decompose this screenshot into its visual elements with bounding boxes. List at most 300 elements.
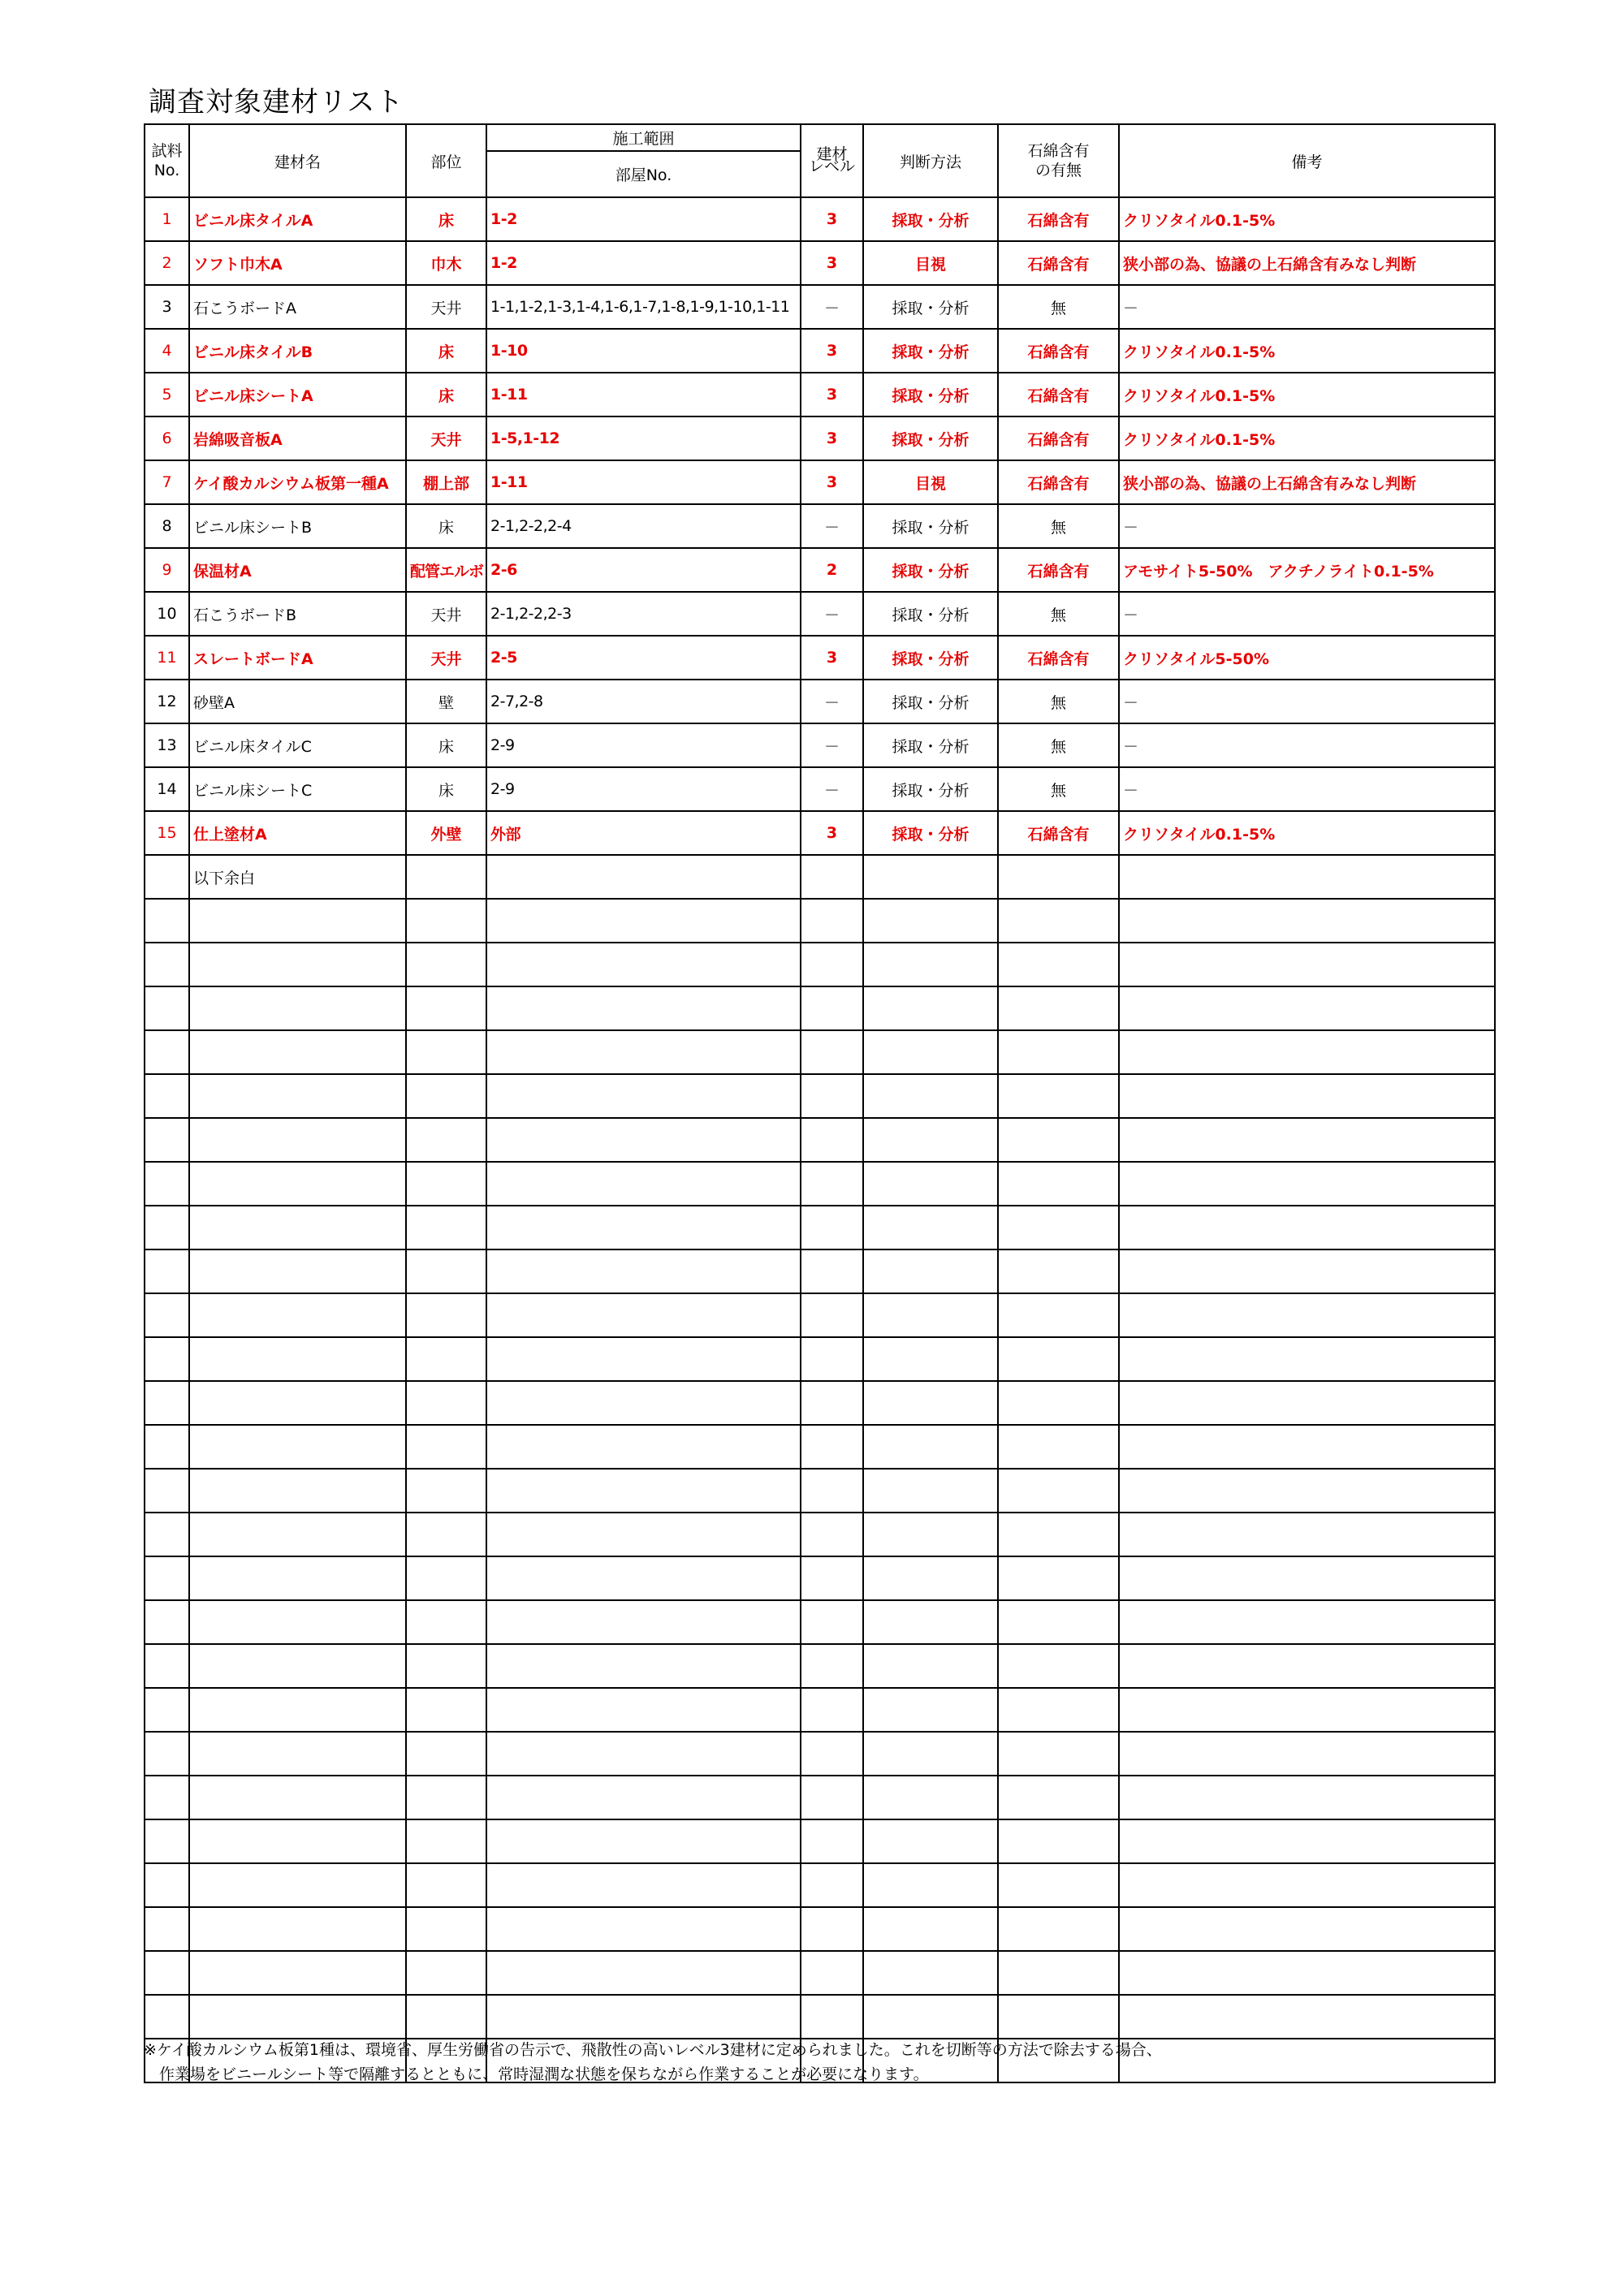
level-cell [801,1074,863,1118]
location-cell: 巾木 [406,241,486,285]
location-cell [406,1074,486,1118]
method-cell [863,1556,998,1600]
sample-no-cell [145,1863,189,1907]
location-cell: 床 [406,723,486,767]
material-name-cell [189,1951,406,1995]
room-no-cell: 2-5 [486,636,801,680]
method-cell: 採取・分析 [863,592,998,636]
room-no-cell [486,1556,801,1600]
method-cell: 目視 [863,460,998,504]
room-no-cell [486,855,801,899]
remarks-cell [1119,1074,1495,1118]
material-name-cell [189,1425,406,1469]
room-no-cell [486,1513,801,1556]
table-row [145,636,1495,680]
location-cell: 床 [406,373,486,416]
room-no-cell [486,1469,801,1513]
level-cell [801,1030,863,1074]
location-cell [406,1732,486,1776]
room-no-cell [486,1776,801,1819]
method-cell [863,855,998,899]
location-cell [406,943,486,986]
table-row [145,1337,1495,1381]
table-row [145,416,1495,460]
table-row [145,1249,1495,1293]
asbestos-cell: 石綿含有 [998,241,1119,285]
table-row [145,1469,1495,1513]
remarks-cell: － [1119,504,1495,548]
asbestos-cell: 無 [998,285,1119,329]
location-cell [406,1600,486,1644]
room-no-cell: 2-9 [486,723,801,767]
sample-no-cell [145,1907,189,1951]
method-cell [863,1206,998,1249]
sample-no-cell: 3 [145,285,189,329]
level-cell: － [801,592,863,636]
material-name-cell: 保温材A [189,548,406,592]
asbestos-cell [998,1249,1119,1293]
asbestos-cell [998,899,1119,943]
material-name-cell [189,1206,406,1249]
sample-no-cell [145,1206,189,1249]
sample-no-cell [145,1249,189,1293]
room-no-cell [486,1337,801,1381]
sample-no-cell: 9 [145,548,189,592]
material-name-cell [189,1776,406,1819]
remarks-cell [1119,855,1495,899]
level-cell [801,1863,863,1907]
sample-no-cell [145,1556,189,1600]
method-cell [863,1030,998,1074]
sample-no-cell: 11 [145,636,189,680]
material-name-cell [189,1118,406,1162]
level-cell [801,986,863,1030]
level-cell [801,1732,863,1776]
method-cell [863,1469,998,1513]
sample-no-cell [145,1337,189,1381]
table-row [145,548,1495,592]
table-row [145,1688,1495,1732]
room-no-cell: 1-2 [486,241,801,285]
table-row [145,592,1495,636]
table-row [145,1644,1495,1688]
room-no-cell: 1-11 [486,373,801,416]
room-no-cell [486,1162,801,1206]
method-cell: 目視 [863,241,998,285]
level-cell: 3 [801,197,863,241]
room-no-cell: 2-1,2-2,2-3 [486,592,801,636]
material-name-cell: 石こうボードA [189,285,406,329]
sample-no-cell [145,986,189,1030]
level-cell [801,1425,863,1469]
table-row [145,1293,1495,1337]
material-name-cell [189,1644,406,1688]
remarks-cell [1119,1776,1495,1819]
asbestos-cell [998,943,1119,986]
header-scope-group: 施工範囲 [486,124,801,151]
location-cell: 天井 [406,592,486,636]
header-sample-no: 試料 No. [145,124,189,197]
footnote: ※ケイ酸カルシウム板第1種は、環境省、厚生労働省の告示で、飛散性の高いレベル3建材に定められました。これを切断等の方法で除去する場合、 作業場をビニールシート等で隔離するとともに、常時湿潤な状態を保ちながら作業することが必要になります。 [144,2041,1162,2083]
level-cell: － [801,723,863,767]
remarks-cell: クリソタイル0.1-5% [1119,416,1495,460]
location-cell [406,1513,486,1556]
sample-no-cell [145,943,189,986]
material-name-cell [189,1249,406,1293]
level-cell [801,1951,863,1995]
method-cell [863,1907,998,1951]
material-name-cell: 砂壁A [189,680,406,723]
method-cell [863,1074,998,1118]
location-cell [406,1819,486,1863]
asbestos-cell: 石綿含有 [998,811,1119,855]
level-cell: 2 [801,548,863,592]
method-cell [863,1951,998,1995]
level-cell [801,1819,863,1863]
location-cell: 天井 [406,285,486,329]
material-name-cell [189,1863,406,1907]
method-cell: 採取・分析 [863,329,998,373]
method-cell: 採取・分析 [863,197,998,241]
sample-no-cell [145,1162,189,1206]
room-no-cell [486,1381,801,1425]
method-cell: 採取・分析 [863,548,998,592]
material-name-cell: ビニル床タイルB [189,329,406,373]
remarks-cell [1119,1206,1495,1249]
room-no-cell [486,986,801,1030]
sample-no-cell [145,1951,189,1995]
table-row [145,1118,1495,1162]
room-no-cell: 1-10 [486,329,801,373]
location-cell [406,1469,486,1513]
method-cell [863,986,998,1030]
remarks-cell: － [1119,723,1495,767]
room-no-cell [486,1600,801,1644]
asbestos-cell [998,1907,1119,1951]
material-name-cell: ビニル床タイルC [189,723,406,767]
room-no-cell [486,1206,801,1249]
remarks-cell: － [1119,285,1495,329]
table-row [145,986,1495,1030]
sample-no-cell [145,1425,189,1469]
location-cell [406,1249,486,1293]
room-no-cell [486,1249,801,1293]
page-title: 調査対象建材リスト [149,86,404,119]
remarks-cell: － [1119,767,1495,811]
location-cell [406,1425,486,1469]
material-name-cell [189,943,406,986]
method-cell: 採取・分析 [863,373,998,416]
material-name-cell: 岩綿吸音板A [189,416,406,460]
remarks-cell [1119,1995,1495,2039]
location-cell [406,1381,486,1425]
location-cell: 床 [406,329,486,373]
sample-no-cell: 15 [145,811,189,855]
sample-no-cell: 12 [145,680,189,723]
asbestos-cell [998,1995,1119,2039]
material-name-cell [189,1381,406,1425]
sample-no-cell [145,1513,189,1556]
method-cell [863,1732,998,1776]
level-cell [801,1206,863,1249]
asbestos-cell [998,1556,1119,1600]
asbestos-cell [998,1951,1119,1995]
asbestos-cell [998,1732,1119,1776]
remarks-cell [1119,1469,1495,1513]
material-name-cell [189,899,406,943]
room-no-cell [486,1644,801,1688]
level-cell [801,1162,863,1206]
header-remarks: 備考 [1119,124,1495,197]
table-row [145,1995,1495,2039]
location-cell: 床 [406,504,486,548]
material-name-cell: ビニル床シートA [189,373,406,416]
location-cell [406,1863,486,1907]
location-cell: 床 [406,767,486,811]
location-cell: 棚上部 [406,460,486,504]
level-cell [801,1995,863,2039]
material-name-cell [189,1293,406,1337]
location-cell [406,1995,486,2039]
remarks-cell [1119,1030,1495,1074]
asbestos-cell: 石綿含有 [998,636,1119,680]
location-cell [406,1951,486,1995]
table-row [145,855,1495,899]
table-row [145,1951,1495,1995]
level-cell [801,1381,863,1425]
asbestos-cell [998,1600,1119,1644]
asbestos-cell [998,1381,1119,1425]
asbestos-cell: 無 [998,504,1119,548]
sample-no-cell: 1 [145,197,189,241]
sample-no-cell: 8 [145,504,189,548]
remarks-cell [1119,1644,1495,1688]
material-name-cell: ソフト巾木A [189,241,406,285]
method-cell [863,1425,998,1469]
location-cell [406,1293,486,1337]
sample-no-cell [145,1030,189,1074]
asbestos-cell: 石綿含有 [998,329,1119,373]
level-cell: 3 [801,460,863,504]
table-row [145,1513,1495,1556]
level-cell [801,1249,863,1293]
asbestos-cell: 無 [998,592,1119,636]
asbestos-cell [998,986,1119,1030]
remarks-cell: － [1119,592,1495,636]
sample-no-cell [145,1074,189,1118]
table-row [145,723,1495,767]
method-cell [863,1600,998,1644]
remarks-cell: クリソタイル5-50% [1119,636,1495,680]
location-cell [406,1688,486,1732]
remarks-cell [1119,1381,1495,1425]
room-no-cell: 2-1,2-2,2-4 [486,504,801,548]
material-name-cell: 石こうボードB [189,592,406,636]
sample-no-cell [145,1381,189,1425]
sample-no-cell [145,855,189,899]
remarks-cell [1119,986,1495,1030]
table-row [145,811,1495,855]
sample-no-cell [145,1732,189,1776]
sample-no-cell [145,1995,189,2039]
table-row [145,1819,1495,1863]
location-cell [406,899,486,943]
table-row [145,1600,1495,1644]
method-cell [863,1513,998,1556]
method-cell [863,1995,998,2039]
level-cell [801,1644,863,1688]
material-name-cell [189,1819,406,1863]
room-no-cell: 1-2 [486,197,801,241]
remarks-cell [1119,1118,1495,1162]
method-cell [863,1249,998,1293]
method-cell [863,1162,998,1206]
room-no-cell: 外部 [486,811,801,855]
asbestos-cell [998,1118,1119,1162]
table-row [145,1863,1495,1907]
remarks-cell [1119,1556,1495,1600]
room-no-cell [486,1688,801,1732]
material-name-cell: 以下余白 [189,855,406,899]
room-no-cell [486,1819,801,1863]
sample-no-cell [145,899,189,943]
method-cell [863,1863,998,1907]
sample-no-cell [145,1819,189,1863]
method-cell [863,943,998,986]
room-no-cell [486,1293,801,1337]
material-name-cell: ビニル床シートC [189,767,406,811]
level-cell: － [801,680,863,723]
method-cell [863,899,998,943]
material-name-cell [189,1732,406,1776]
room-no-cell [486,1951,801,1995]
material-name-cell [189,1469,406,1513]
room-no-cell: 2-9 [486,767,801,811]
level-cell: 3 [801,373,863,416]
asbestos-cell: 石綿含有 [998,548,1119,592]
remarks-cell [1119,1425,1495,1469]
level-cell: 3 [801,329,863,373]
room-no-cell: 1-5,1-12 [486,416,801,460]
room-no-cell [486,1732,801,1776]
room-no-cell [486,899,801,943]
sample-no-cell: 5 [145,373,189,416]
level-cell [801,1907,863,1951]
level-cell [801,943,863,986]
header-level: 建材 レベル [801,124,863,197]
sample-no-cell: 10 [145,592,189,636]
remarks-cell [1119,1819,1495,1863]
table-row [145,241,1495,285]
level-cell: － [801,285,863,329]
sample-no-cell: 6 [145,416,189,460]
remarks-cell [1119,899,1495,943]
asbestos-cell [998,1293,1119,1337]
asbestos-cell: 無 [998,680,1119,723]
remarks-cell: クリソタイル0.1-5% [1119,197,1495,241]
table-row [145,1732,1495,1776]
sample-no-cell: 14 [145,767,189,811]
sample-no-cell [145,1688,189,1732]
table-row [145,767,1495,811]
material-name-cell [189,1907,406,1951]
remarks-cell: アモサイト5-50% アクチノライト0.1-5% [1119,548,1495,592]
location-cell: 天井 [406,416,486,460]
remarks-cell [1119,1732,1495,1776]
method-cell: 採取・分析 [863,504,998,548]
method-cell: 採取・分析 [863,285,998,329]
table-row [145,285,1495,329]
asbestos-cell [998,1030,1119,1074]
material-name-cell [189,1337,406,1381]
method-cell [863,1688,998,1732]
location-cell [406,1907,486,1951]
room-no-cell [486,1995,801,2039]
table-row [145,504,1495,548]
level-cell: 3 [801,241,863,285]
material-name-cell: ビニル床タイルA [189,197,406,241]
room-no-cell [486,1907,801,1951]
room-no-cell [486,1118,801,1162]
method-cell [863,1337,998,1381]
table-row [145,373,1495,416]
room-no-cell: 1-11 [486,460,801,504]
material-name-cell [189,1074,406,1118]
method-cell: 採取・分析 [863,680,998,723]
sample-no-cell [145,1600,189,1644]
material-name-cell [189,1513,406,1556]
remarks-cell: － [1119,680,1495,723]
location-cell [406,1644,486,1688]
location-cell: 天井 [406,636,486,680]
level-cell [801,1600,863,1644]
asbestos-cell [998,1513,1119,1556]
table-row [145,1556,1495,1600]
asbestos-cell: 石綿含有 [998,197,1119,241]
location-cell: 壁 [406,680,486,723]
location-cell: 配管エルボ [406,548,486,592]
asbestos-cell: 無 [998,767,1119,811]
method-cell: 採取・分析 [863,723,998,767]
header-room-no: 部屋No. [486,151,801,197]
asbestos-cell [998,1206,1119,1249]
remarks-cell [1119,943,1495,986]
method-cell [863,1118,998,1162]
method-cell: 採取・分析 [863,767,998,811]
level-cell [801,1118,863,1162]
level-cell [801,1293,863,1337]
asbestos-cell: 石綿含有 [998,373,1119,416]
room-no-cell [486,1030,801,1074]
asbestos-cell [998,1776,1119,1819]
location-cell [406,1337,486,1381]
remarks-cell [1119,1863,1495,1907]
table-row [145,1206,1495,1249]
table-row [145,680,1495,723]
method-cell [863,1776,998,1819]
table-row [145,1425,1495,1469]
method-cell: 採取・分析 [863,811,998,855]
location-cell [406,1118,486,1162]
location-cell [406,855,486,899]
method-cell [863,1819,998,1863]
header-location: 部位 [406,124,486,197]
material-name-cell [189,1600,406,1644]
sample-no-cell [145,1776,189,1819]
level-cell: 3 [801,416,863,460]
level-cell [801,1513,863,1556]
method-cell [863,1293,998,1337]
